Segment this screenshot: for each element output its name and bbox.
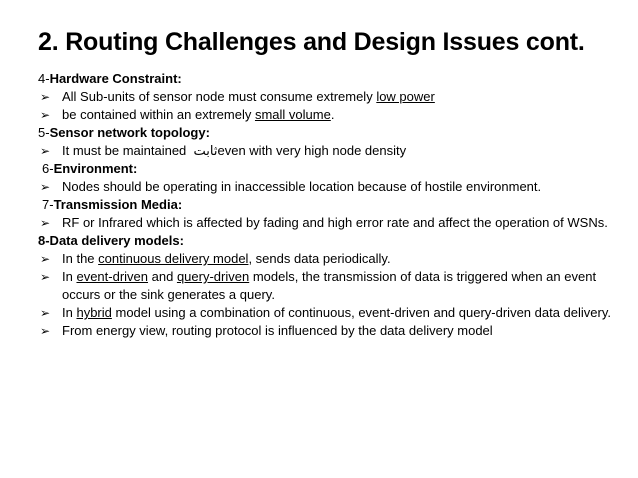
bullet-text: It must be maintained (62, 143, 194, 158)
bullet-text: In (62, 269, 77, 284)
bullet-text-end: model using a combination of continuous, event-driven and query-driven data delivery. (111, 305, 611, 320)
arrow-bullet-icon: ➢ (40, 252, 51, 266)
bullet-item (38, 88, 613, 106)
bullet-text-end: . (330, 107, 335, 122)
bullet-text-end: even with very high node density (217, 143, 407, 158)
arrow-bullet-icon: ➢ (40, 306, 51, 320)
section-heading-data-delivery (38, 232, 613, 250)
arrow-bullet-icon: ➢ (40, 270, 51, 284)
bullet-item (38, 250, 613, 268)
heading-number: 6- (42, 161, 54, 176)
heading-text: Hardware Constraint: (49, 71, 182, 86)
section-heading-transmission (38, 196, 613, 214)
slide-body (38, 70, 613, 340)
bullet-item (38, 322, 613, 340)
underlined-term: event-driven (76, 269, 149, 284)
slide-title: 2. Routing Challenges and Design Issues cont. (38, 28, 585, 56)
bullet-text: Nodes should be operating in inaccessible location because of hostile environment. (62, 179, 542, 194)
heading-text: Environment: (53, 161, 138, 176)
bullet-text-mid: and (148, 269, 177, 284)
bullet-item (38, 304, 613, 322)
bullet-text: From energy view, routing protocol is influenced by the data delivery model (62, 323, 493, 338)
arrow-bullet-icon: ➢ (40, 144, 51, 158)
arrow-bullet-icon: ➢ (40, 324, 51, 338)
section-heading-environment (38, 160, 613, 178)
heading-text: Transmission Media: (53, 197, 183, 212)
heading-text: Sensor network topology: (49, 125, 210, 140)
arabic-word: ثابت (193, 143, 218, 158)
underlined-term: low power (376, 89, 435, 104)
bullet-text: In (62, 305, 77, 320)
section-heading-topology (38, 124, 613, 142)
arrow-bullet-icon: ➢ (40, 180, 51, 194)
bullet-text: RF or Infrared which is affected by fading and high error rate and affect the operation of WSNs. (62, 215, 608, 230)
heading-number: 4- (38, 71, 50, 86)
bullet-text: be contained within an extremely (62, 107, 255, 122)
bullet-text-end: , sends data periodically. (248, 251, 391, 266)
bullet-item (38, 178, 613, 196)
bullet-item (38, 106, 613, 124)
bullet-item (38, 214, 613, 232)
bullet-item (38, 268, 613, 304)
bullet-text: In the (62, 251, 99, 266)
underlined-term: query-driven (176, 269, 250, 284)
underlined-term: hybrid (76, 305, 112, 320)
arrow-bullet-icon: ➢ (40, 216, 51, 230)
bullet-text: All Sub-units of sensor node must consume extremely (62, 89, 377, 104)
underlined-term: continuous delivery model (98, 251, 249, 266)
section-heading-hardware (38, 70, 613, 88)
heading-text: 8-Data delivery models: (38, 233, 184, 248)
heading-number: 7- (42, 197, 54, 212)
bullet-item (38, 142, 613, 160)
arrow-bullet-icon: ➢ (40, 90, 51, 104)
heading-number: 5- (38, 125, 50, 140)
bullet-text-end: models, the transmission of data is triggered when an event occurs or the sink generates a query. (62, 269, 597, 302)
arrow-bullet-icon: ➢ (40, 108, 51, 122)
underlined-term: small volume (254, 107, 331, 122)
